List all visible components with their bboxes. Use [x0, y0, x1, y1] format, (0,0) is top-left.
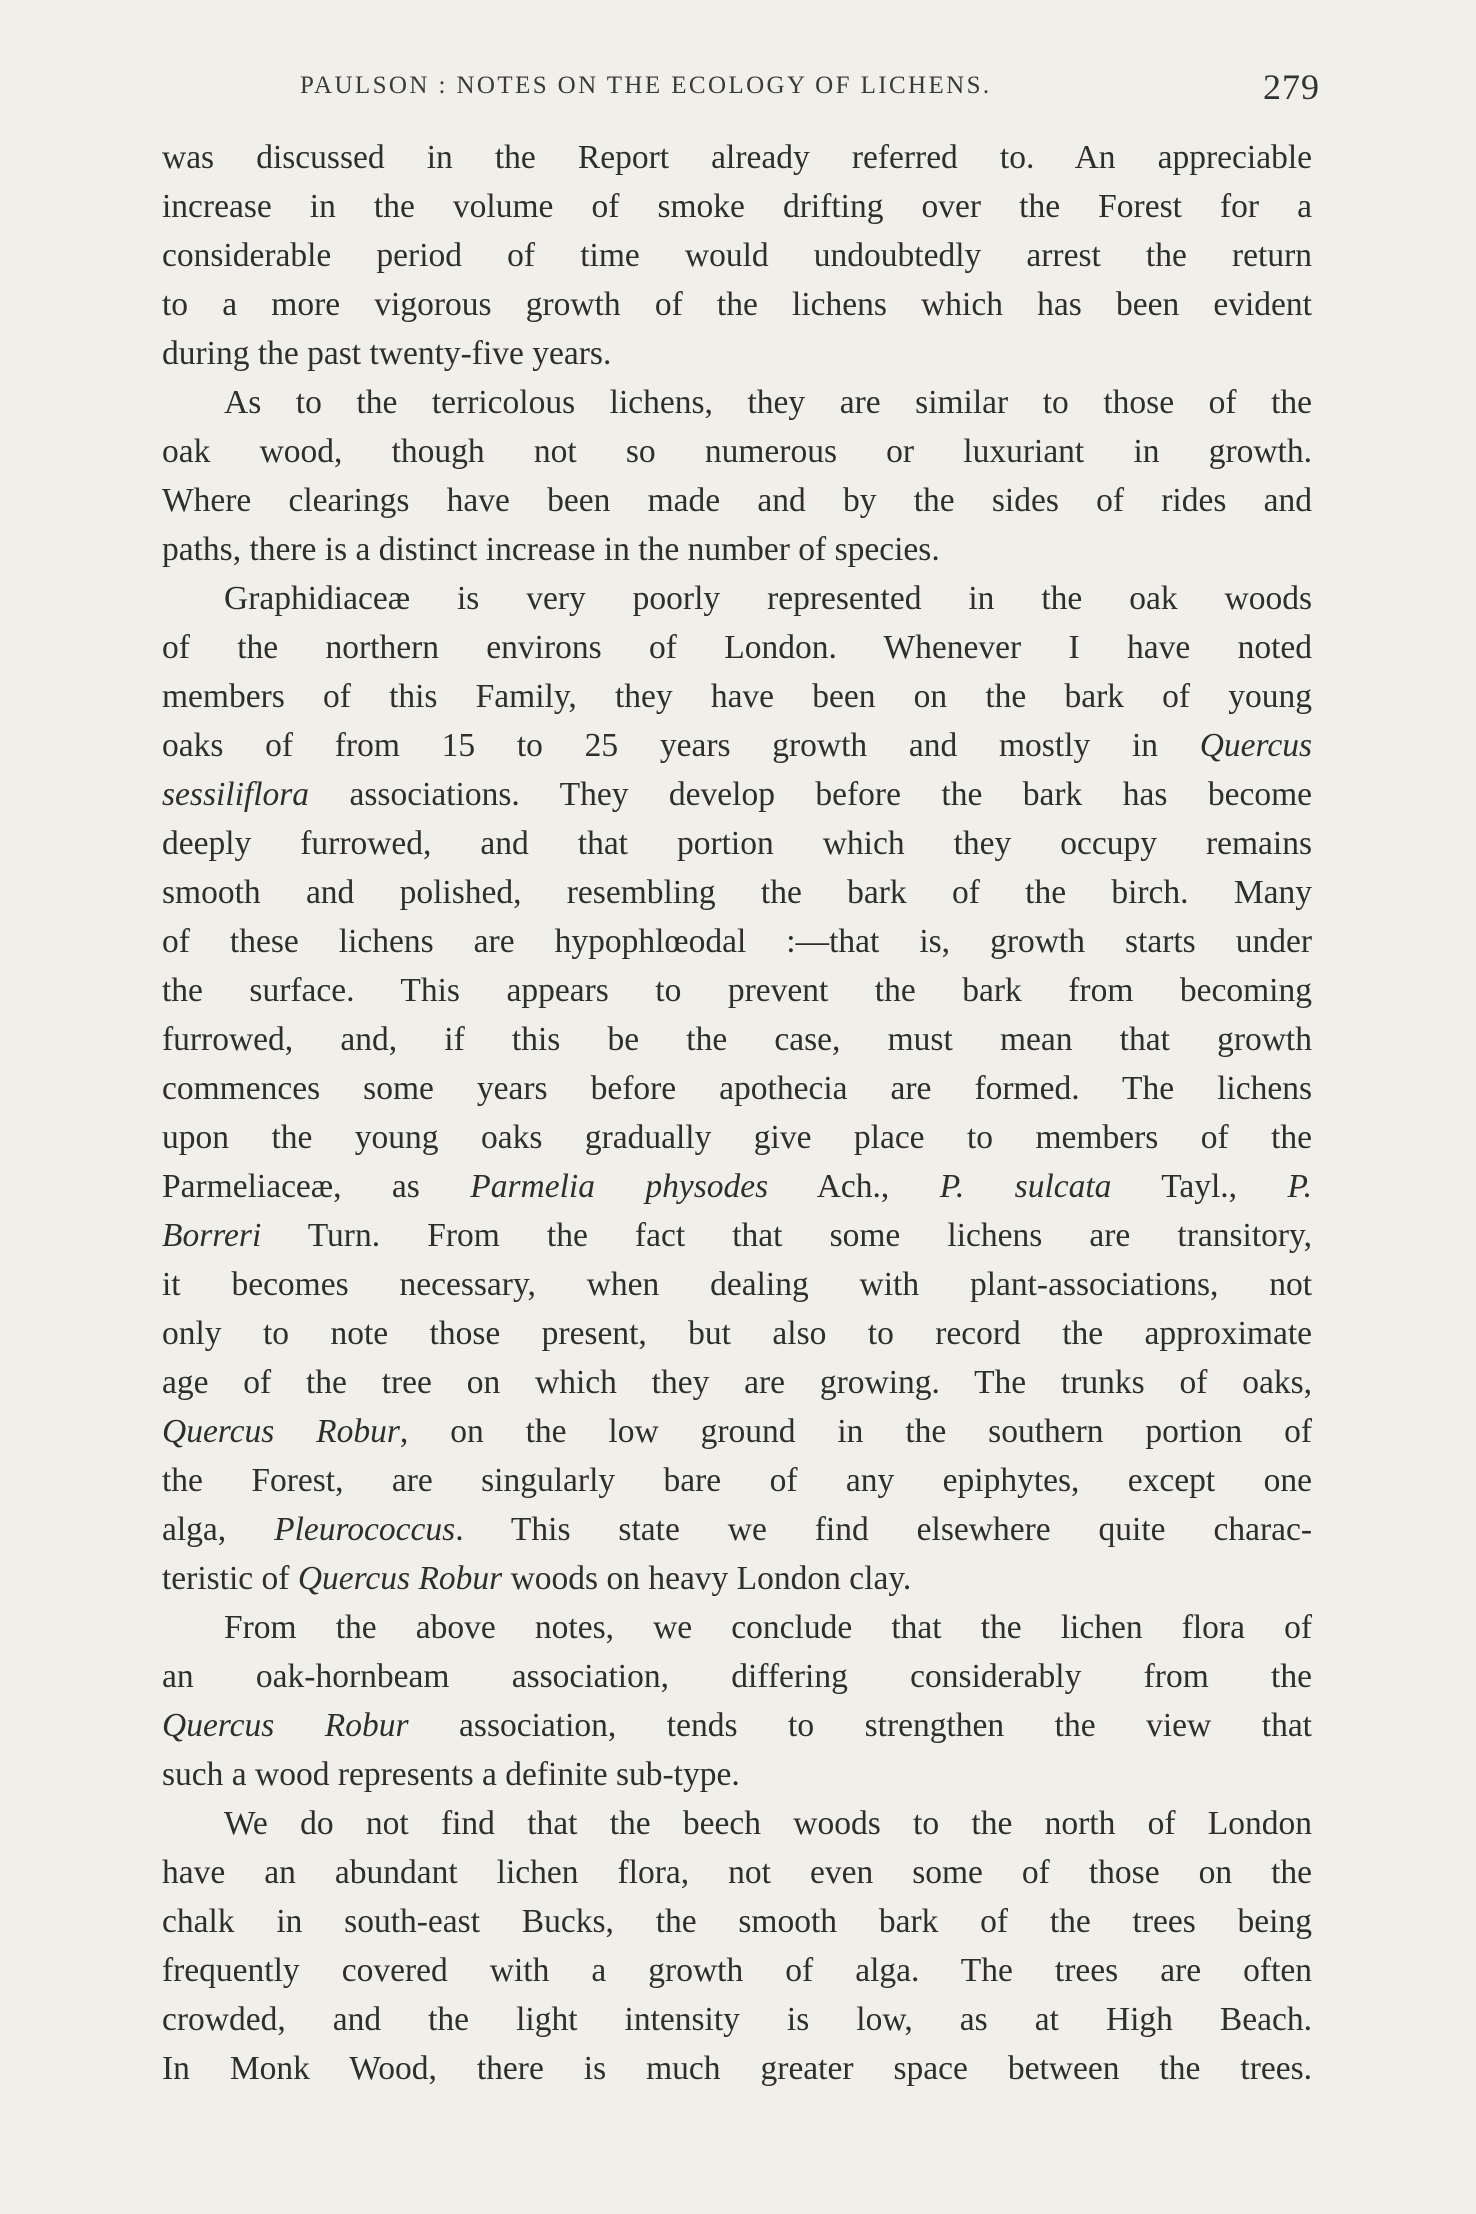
- running-head: [300, 66, 1320, 110]
- text-run: alga,: [162, 1511, 275, 1548]
- text-line: [162, 1211, 1312, 1260]
- running-title: PAULSON : NOTES ON THE ECOLOGY OF LICHENS.: [300, 72, 992, 99]
- text-run: smooth and polished, resembling the bark of the birch. Many: [162, 874, 1312, 911]
- text-run: We do not find that the beech woods to the north of London: [224, 1805, 1312, 1842]
- text-line: [162, 868, 1312, 917]
- text-run: was discussed in the Report already referred to. An appreciable: [162, 139, 1312, 176]
- text-line: [162, 1456, 1312, 1505]
- italic-term: Quercus Robur: [297, 1560, 503, 1597]
- text-run: Turn. From the fact that some lichens are transitory,: [261, 1217, 1312, 1254]
- text-line: [162, 1064, 1312, 1113]
- text-line: [162, 966, 1312, 1015]
- text-line: [162, 917, 1312, 966]
- text-line: [162, 280, 1312, 329]
- text-run: Graphidiaceæ is very poorly represented in the oak woods: [224, 580, 1312, 617]
- text-run: From the above notes, we conclude that the lichen flora of: [224, 1609, 1312, 1646]
- text-line: [162, 329, 1312, 378]
- text-line: [162, 1113, 1312, 1162]
- text-run: age of the tree on which they are growing. The trunks of oaks,: [162, 1364, 1312, 1401]
- text-line: [162, 1358, 1312, 1407]
- text-run: to a more vigorous growth of the lichens which has been evident: [162, 286, 1312, 323]
- text-line: [162, 1848, 1312, 1897]
- text-line: [162, 1162, 1312, 1211]
- text-run: Tayl.,: [1111, 1168, 1288, 1205]
- text-line: [162, 1701, 1312, 1750]
- italic-term: Quercus: [1199, 727, 1312, 764]
- text-run: associations. They develop before the bark has become: [309, 776, 1312, 813]
- text-run: such a wood represents a definite sub-type.: [162, 1756, 740, 1793]
- text-run: considerable period of time would undoubtedly arrest the return: [162, 237, 1312, 274]
- text-run: As to the terricolous lichens, they are similar to those of the: [224, 384, 1312, 421]
- italic-term: Parmelia physodes: [470, 1168, 769, 1205]
- text-line: [162, 133, 1312, 182]
- text-run: Where clearings have been made and by the sides of rides and: [162, 482, 1312, 519]
- italic-term: Quercus Robur: [162, 1413, 400, 1450]
- text-run: , on the low ground in the southern portion of: [399, 1413, 1312, 1450]
- italic-term: Quercus Robur: [162, 1707, 409, 1744]
- text-line: [162, 623, 1312, 672]
- italic-term: P.: [1287, 1168, 1312, 1205]
- text-line: [162, 1995, 1312, 2044]
- text-line: [162, 1799, 1312, 1848]
- text-line: [162, 574, 1312, 623]
- text-line: [162, 1260, 1312, 1309]
- page-number: 279: [1263, 67, 1320, 107]
- text-run: deeply furrowed, and that portion which they occupy remains: [162, 825, 1312, 862]
- italic-term: Borreri: [162, 1217, 262, 1254]
- text-line: [162, 525, 1312, 574]
- text-line: [162, 2044, 1312, 2093]
- text-run: the surface. This appears to prevent the bark from becoming: [162, 972, 1312, 1009]
- text-line: [162, 182, 1312, 231]
- text-run: teristic of: [162, 1560, 298, 1597]
- text-run: the Forest, are singularly bare of any epiphytes, except one: [162, 1462, 1312, 1499]
- text-run: members of this Family, they have been on the bark of young: [162, 678, 1312, 715]
- text-run: furrowed, and, if this be the case, must mean that growth: [162, 1021, 1312, 1058]
- text-run: woods on heavy London clay.: [502, 1560, 912, 1597]
- text-line: [162, 476, 1312, 525]
- text-line: [162, 231, 1312, 280]
- text-run: paths, there is a distinct increase in the number of species.: [162, 531, 940, 568]
- text-run: it becomes necessary, when dealing with plant-associations, not: [162, 1266, 1312, 1303]
- text-line: [162, 1603, 1312, 1652]
- italic-term: sessiliflora: [162, 776, 310, 813]
- text-run: an oak-hornbeam association, differing considerably from the: [162, 1658, 1312, 1695]
- text-line: [162, 1652, 1312, 1701]
- text-line: [162, 1309, 1312, 1358]
- text-run: commences some years before apothecia are formed. The lichens: [162, 1070, 1312, 1107]
- italic-term: P. sulcata: [939, 1168, 1112, 1205]
- text-line: [162, 819, 1312, 868]
- text-line: [162, 427, 1312, 476]
- text-run: of the northern environs of London. Whenever I have noted: [162, 629, 1312, 666]
- text-line: [162, 1946, 1312, 1995]
- text-run: In Monk Wood, there is much greater space between the trees.: [162, 2050, 1312, 2087]
- text-run: association, tends to strengthen the view that: [408, 1707, 1312, 1744]
- italic-term: Pleurococcus: [274, 1511, 456, 1548]
- text-line: [162, 1407, 1312, 1456]
- text-run: Parmeliaceæ, as: [162, 1168, 471, 1205]
- body-text: [162, 133, 1312, 2093]
- text-run: upon the young oaks gradually give place to members of the: [162, 1119, 1312, 1156]
- text-line: [162, 1897, 1312, 1946]
- text-run: only to note those present, but also to record the approximate: [162, 1315, 1312, 1352]
- text-line: [162, 770, 1312, 819]
- text-line: [162, 378, 1312, 427]
- text-line: [162, 1505, 1312, 1554]
- text-run: crowded, and the light intensity is low, as at High Beach.: [162, 2001, 1312, 2038]
- text-run: frequently covered with a growth of alga. The trees are often: [162, 1952, 1312, 1989]
- text-line: [162, 1554, 1312, 1603]
- text-line: [162, 1750, 1312, 1799]
- text-run: of these lichens are hypophlœodal :—that is, growth starts under: [162, 923, 1312, 960]
- text-line: [162, 672, 1312, 721]
- text-run: Ach.,: [768, 1168, 940, 1205]
- text-run: oak wood, though not so numerous or luxuriant in growth.: [162, 433, 1312, 470]
- text-run: have an abundant lichen flora, not even some of those on the: [162, 1854, 1312, 1891]
- text-run: during the past twenty-five years.: [162, 335, 612, 372]
- text-line: [162, 1015, 1312, 1064]
- text-run: . This state we find elsewhere quite charac-: [455, 1511, 1313, 1548]
- text-run: chalk in south-east Bucks, the smooth bark of the trees being: [162, 1903, 1312, 1940]
- text-line: [162, 721, 1312, 770]
- text-run: increase in the volume of smoke drifting over the Forest for a: [162, 188, 1312, 225]
- text-run: oaks of from 15 to 25 years growth and mostly in: [162, 727, 1200, 764]
